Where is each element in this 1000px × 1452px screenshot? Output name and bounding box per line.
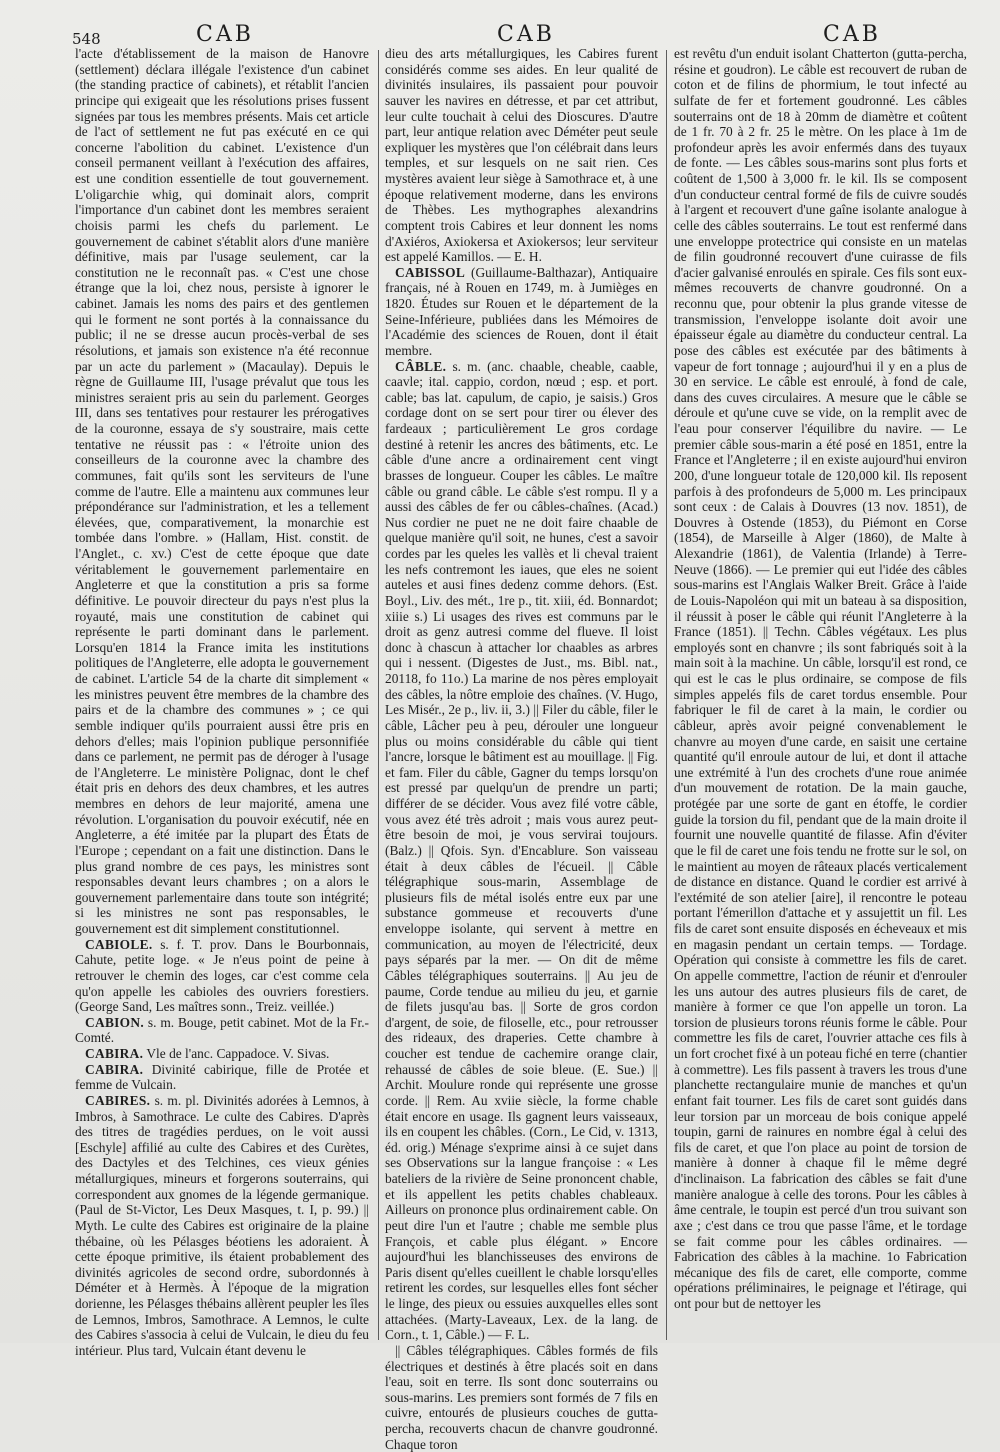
entry-cabira-divinity [75,1062,369,1093]
headword: CABIRA. [85,1046,144,1061]
cabires-continuation: dieu des arts métallurgiques, les Cabires furent considérés comme ses aides. En leur qualité de divinités insulaires, ils passaient pour pouvoir sauver les navires en détresse, et par cet attribut, leur culte touchait à celui des Dioscures. D'autre part, leur antique relation avec Déméter peut seule expliquer les mystères que l'on célébrait dans leurs temples, et sur lesquels on ne sait rien. Ces mystères avaient leur siège à Samothrace et, à une époque relativement moderne, dans les environs de Thèbes. Les mythographes alexandrins comptent trois Cabires et leur donnent les noms d'Axiéros, Axiokersa et Axiokersos; leur serviteur est appelé Kamillos. — E. H. [385,46,658,265]
running-head-center: CAB [497,22,555,47]
column-3 [674,46,967,1342]
entry-text: (Guillaume-Balthazar), Antiquaire français, né à Rouen en 1749, m. à Jumièges en 1820. Études sur Rouen et le département de la Seine-Inférieure, publiées dans les Mémoires de l'Académie des sciences de Rouen, dont il était membre. [385,264,658,358]
entry-text: s. m. (anc. chaable, cheable, caable, caavle; ital. cappio, cordon, nœud ; esp. et port. cable; bas lat. capulum, de capio, je saisis.) Gros cordage dont on se sert pour tirer ou élever des fardeaux ; particulièrement Le gros cordage destiné à retenir les ancres des bâtiments, etc. Le câble d'une ancre a ordinairement cent vingt brasses de longueur. Couper les câbles. Le maître câble ou grand câble. Le câble s'est rompu. Il y a aussi des câbles de fer ou câbles-chaînes. (Acad.) Nus cordier ne puet ne ne doit faire chaable de quelque manière qu'il soit, ne hunes, c'est a savoir cordes par les queles les vallès et li cheval traient les nefs contremont les iaues, que eles ne soient auteles et ausi fines dedenz comme dehors. (Est. Boyl., Liv. des mét., 1re p., tit. xiii, éd. Bonnardot; xiiie s.) Li usages des rives est communs par le droit as genz autresi comme del flueve. Il loist donc à chascun à attacher lor chaables as arbres qui i nessent. (Digestes de Just., ms. Bibl. nat., 20118, fo 11o.) La marine de nos pères employait des câbles, la nôtre emploie des chaînes. (V. Hugo, Les Misér., 2e p., liv. ii, 3.) || Filer du câble, filer le câble, Lâcher peu à peu, dérouler une longueur plus ou moins considérable du câble qui tient l'ancre, lorsque le bâtiment est au mouillage. || Fig. et fam. Filer du câble, Gagner du temps lorsqu'on est pressé par quelqu'un de prendre un parti; différer de se décider. Vous avez filé votre câble, vous avez été très adroit ; mais vous aurez peut-être besoin de moi, je vous servirai toujours. (Balz.) || Qfois. Syn. d'Encablure. Son vaisseau était à deux câbles de l'écueil. || Câble télégraphique sous-marin, Assemblage de plusieurs fils de métal isolés entre eux par une substance gommeuse et recouverts d'une enveloppe isolante, qui servent à mettre en communication, au moyen de l'électricité, deux pays séparés par la mer. — On dit de même Câbles télégraphiques souterrains. || Au jeu de paume, Corde tendue au milieu du jeu, et garnie de filets jusqu'au bas. || Sorte de gros cordon d'argent, de soie, de filoselle, etc., pour retrousser des rideaux, des draperies. Cette chambre à coucher est tendue de cachemire orange clair, rehaussé de câbles de soie bleue. (E. Sue.) || Archit. Moulure ronde qui représente une grosse corde. || Rem. Au xviie siècle, la forme chable était encore en usage. Ils gagnent leurs vaisseaux, ils en coupent les châbles. (Corn., Le Cid, v. 1313, éd. orig.) Ménage s'exprime ainsi à ce sujet dans ses Observations sur la langue françoise : « Les bateliers de la rivière de Seine prononcent chable, et ils appellent les petits chables chableaux. Ailleurs on prononce plus ordinairement cable. On peut dire l'un et l'autre ; chable me semble plus François, et cable plus élégant. » Encore aujourd'hui les blanchisseuses des environs de Paris disent qu'elles cueillent le chable lorsqu'elles retirent les cordes, sur lesquelles elles font sécher le linge, des pieux ou essuies auxquelles elles sont attachées. (Marty-Laveaux, Lex. de la lang. de Corn., t. 1, Câble.) — F. L. [385,358,658,1343]
entry-text: Vle de l'anc. Cappadoce. V. Sivas. [143,1046,330,1061]
column-rule-2 [666,50,667,1340]
headword: CABIOLE. [85,936,153,952]
entry-cabion [75,1015,369,1046]
entry-cabires [75,1093,369,1359]
entry-cabira-city [75,1046,369,1062]
column-rule-1 [378,50,379,1340]
entry-text: s. m. pl. Divinités adorées à Lemnos, à Imbros, à Samothrace. Le culte des Cabires. D'après des titres de tragédies perdues, on le voit aussi [Eschyle] affilié au culte des Cabires et des Curètes, des Dactyles et des Telchines, ces vieux génies métallurgiques, mineurs et forgerons souterrains, qui correspondent aux gnomes de la légende germanique. (Paul de St-Victor, Les Deux Masques, t. I, p. 99.) || Myth. Le culte des Cabires est originaire de la plaine thébaine, où les Pélasges béotiens les adoraient. À cette époque primitive, ils étaient probablement des divinités agricoles de second ordre, subordonnés à Déméter et à Hermès. À l'époque de la migration dorienne, les Pélasges thébains allèrent peupler les îles de Lemnos, Imbros, Samothrace. A Lemnos, le culte des Cabires s'associa à celui de Vulcain, le dieu du feu intérieur. Plus tard, Vulcain étant devenu le [75,1092,369,1358]
cable-continuation: est revêtu d'un enduit isolant Chatterton (gutta-percha, résine et goudron). Le câble est recouvert de ruban de coton et de filins de phormium, le tout infecté au sulfate de fer et fortement goudronné. Les câbles souterrains ont de 18 à 20mm de diamètre et coûtent de 1 fr. 70 à 2 fr. 25 le mètre. On les place à 1m de profondeur après les avoir enfermés dans des tuyaux de fonte. — Les câbles sous-marins sont plus forts et coûtent de 1,500 à 3,000 fr. le kil. Ils se composent d'un conducteur central formé de fils de cuivre soudés à l'argent et recouvert d'une gaîne isolante analogue à celle des câbles souterrains. Le tout est renfermé dans une enveloppe protectrice qui consiste en un matelas de filin goudronné recouvert d'une cuirasse de fils d'acier galvanisé enroulés en spirale. Ces fils sont eux-mêmes recouverts de chanvre goudronné. On a reconnu que, pour obtenir la plus grande vitesse de transmission, l'enveloppe isolante doit avoir une épaisseur égale au diamètre du conducteur central. La pose des câbles est exécutée par des bâtiments à vapeur de fort tonnage ; aujourd'hui il y en a plus de 30 en service. Le câble est enroulé, à fond de cale, dans des cuves circulaires. A mesure que le câble se déroule et qu'une cuve se vide, on la remplit avec de l'eau pour conserver l'équilibre du navire. — Le premier câble sous-marin a été posé en 1851, entre la France et l'Angleterre ; il en existe aujourd'hui environ 200, d'une longueur totale de 120,000 kil. Ils reposent parfois à des profondeurs de 5,000 m. Les principaux sont ceux : de Calais à Douvres (13 nov. 1851), de Douvres à Ostende (1853), du Piémont en Corse (1854), de Marseille à Alger (1860), de Malte à Alexandrie (1861), de Valentia (Irlande) à Terre-Neuve (1866). — Le premier qui eut l'idée des câbles sous-marins est l'Anglais Walker Breit. Grâce à l'aide de Louis-Napoléon qui mit un bateau à sa disposition, il réussit à poser le câble qui réunit l'Angleterre à la France (1851). || Techn. Câbles végétaux. Les plus employés sont en chanvre ; ils sont fabriqués soit à la main soit à la machine. Un câble, lorsqu'il est rond, ce qui est le cas le plus ordinaire, se compose de fils simples appelés fils de caret tordus ensemble. Pour fabriquer le fil de caret à la main, le cordier ou câbleur, après avoir peigné convenablement le chanvre au moyen d'une carde, en saisit une certaine quantité qu'il enroule autour de lui, et dont il attache une extrémité à l'un des crochets d'une roue animée d'un mouvement de rotation. De la main gauche, protégée par une sorte de gant en étoffe, le cordier guide la torsion du fil, pendant que de la main droite il fournit une nouvelle quantité de filasse. Afin d'éviter que le fil de caret une fois tendu ne frotte sur le sol, on le maintient au moyen de râteaux placés verticalement de distance en distance. Quand le cordier est arrivé à l'extémité de son atelier [aire], il rencontre le poteau portant l'émerillon d'attache et y assujettit un fil. Les fils de caret sont ensuite disposés en écheveaux et mis en magasin pendant un certain temps. — Tordage. Opération qui consiste à commettre les fils de caret. On appelle commettre, l'action de réunir et d'enrouler les uns autour des autres plusieurs fils de caret, de manière à former ce que l'on appelle un toron. La torsion de plusieurs torons réunis forme le câble. Pour commettre les fils de caret, l'ouvrier attache ces fils à un fort crochet fixé à un poteau fiché en terre (chantier à commettre). Les fils passent à travers les trous d'une planchette rectangulaire munie de manches et qu'un enfant fait tourner. Les fils de caret sont guidés dans leur torsion par un morceau de bois conique appelé toupin, garni de rainures en nombre égal à celui des fils de caret, et que l'on place au point de torsion de manière à donner à chaque fil le même degré d'inclinaison. La fabrication des câbles se fait d'une manière analogue à celle des torons. Pour les câbles à âme centrale, le toupin est percé d'un trou suivant son axe ; c'est dans ce trou que passe l'âme, et le tordage se fait comme pour les câbles ordinaires. — Fabrication des câbles à la machine. 1o Fabrication mécanique des fils de caret, elle comporte, comme opérations préliminaires, le peignage et l'étirage, qui ont pour but de nettoyer les [674,46,967,1311]
headword: CABISSOL [395,264,466,280]
entry-text: s. f. T. prov. Dans le Bourbonnais, Cahute, petite loge. « Je n'eus point de peine à retrouver le chemin des loges, car c'est comme cela qu'on appelle les cabioles des ouvriers forestiers. (George Sand, Les maîtres sonn., Treiz. veillée.) [75,936,369,1015]
headword: CABIRA. [85,1061,144,1077]
entry-text: Divinité cabirique, fille de Protée et femme de Vulcain. [75,1061,369,1093]
column-2 [385,46,658,1452]
running-head-right: CAB [823,22,881,47]
column-1 [75,46,369,1358]
entry-cabissol [385,265,658,359]
entry-text: s. m. Bouge, petit cabinet. Mot de la Fr.-Comté. [75,1014,369,1046]
entry-cables-telegraphiques: || Câbles télégraphiques. Câbles formés de fils électriques et destinés à être placés soit en dans l'eau, soit en terre. Ils sont donc souterrains ou sous-marins. Les premiers sont formés de 7 fils en cuivre, entourés de plusieurs couches de gutta-percha, recouverts chacun de chanvre goudronné. Chaque toron [385,1342,658,1452]
cabinet-continuation: l'acte d'établissement de la maison de Hanovre (settlement) déclara illégale l'existence d'un cabinet (the standing practice of cabinets), et rétablit l'ancien principe qui exigeait que les résolutions prises fussent signées par tous les membres présents. Mais cet article de l'act of settlement ne fut pas exécuté en ce qui concerne l'abolition du cabinet. L'existence d'un conseil permanent veillant à l'exécution des affaires, est une condition essentielle de tout gouvernement. L'oligarchie whig, qui dominait alors, comprit l'importance d'un cabinet dont les membres seraient choisis parmi les chefs du parlement. Le gouvernement de cabinet s'établit alors d'une manière définitive, mais par l'usage seulement, car la constitution ne le reconnaît pas. « C'est une chose étrange que la loi, chez nous, persiste à ignorer le cabinet. Jamais les noms des pairs et des gentlemen qui le forment ne sont portés à la connaissance du public; il ne se dresse aucun procès-verbal de ses résolutions, et jamais son existence n'a été reconnue par un acte du parlement » (Macaulay). Depuis le règne de Guillaume III, l'usage prévalut que tous les ministres seraient pris au sein du parlement. Georges III, dans ses tentatives pour restaurer les prérogatives de la couronne, essaya de s'y soustraire, mais cette tentative ne réussit pas : « l'étroite union des conseilleurs de la couronne avec la chambre des communes, fait qu'ils sont les serviteurs de l'une comme de l'autre. Elle a maintenu aux communes leur prépondérance sur l'administration, et les a tellement élevées, que, comparativement, la monarchie est tombée dans l'ombre. » (Hallam, Hist. constit. de l'Anglet., c. xv.) C'est de cette époque que date véritablement le gouvernement parlementaire en Angleterre et que la constitution a pris sa forme définitive. Le pouvoir directeur du pays n'est plus la royauté, mais une constitution de cabinet qui représente le parti dominant dans le parlement. Lorsqu'en 1814 la France imita les institutions politiques de l'Angleterre, elle adopta le gouvernement de cabinet. L'article 54 de la charte dit simplement « les ministres peuvent être membres de la chambre des pairs et de la chambre des communes » ; ce qui semble indiquer qu'ils pourraient aussi être pris en dehors d'elles; mais l'opinion publique personnifiée dans ce parlement, ne permit pas de déroger à l'usage de l'Angleterre. Le ministère Polignac, dont le chef était pris en dehors des deux chambres, et les autres membres en dehors de leur majorité, amena une révolution. L'organisation du pouvoir exécutif, née en Angleterre, a été imitée par la plupart des États de l'Europe ; cependant on a fait une distinction. Dans le plus grand nombre de ces pays, les ministres sont responsables devant leurs chambres ; on a alors le gouvernement parlementaire dans toute son intégrité; si les ministres ne sont pas responsables, le gouvernement est dit simplement constitutionnel. [75,46,369,936]
entry-cable [385,359,658,1343]
headword: CABION. [85,1014,145,1030]
headword: CABIRES. [85,1092,151,1108]
page-number: 548 [72,30,101,48]
running-head-left: CAB [196,22,254,47]
headword: CÂBLE. [395,358,447,374]
entry-cabiole [75,937,369,1015]
